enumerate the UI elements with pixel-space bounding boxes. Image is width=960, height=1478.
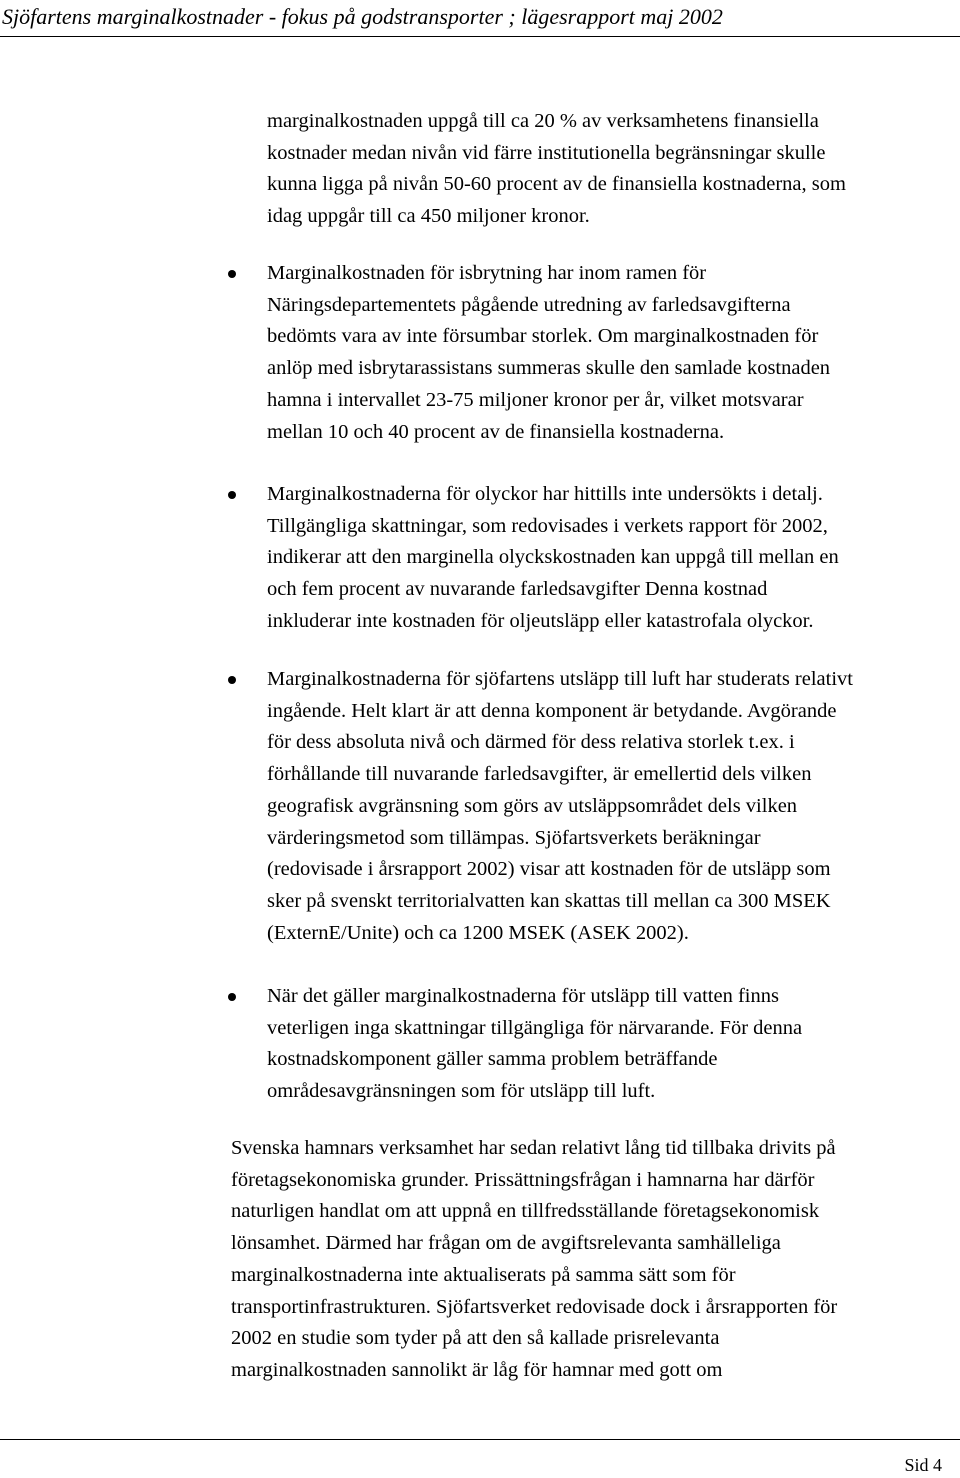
- page-number: Sid 4: [904, 1455, 942, 1475]
- bullet-icon: [228, 993, 236, 1001]
- document-title: Sjöfartens marginalkostnader - fokus på godstransporter ; lägesrapport maj 2002: [2, 4, 723, 29]
- bullet-item-utslapp-vatten: När det gäller marginalkostnaderna för utsläpp till vatten finns veterligen inga skattningar tillgängliga för närvarande. För denna kostnadskomponent gäller samma problem beträffande områdesavgränsningen som för utsläpp till luft.: [267, 985, 803, 1103]
- bullet-item-olyckor: Marginalkostnaderna för olyckor har hittills inte undersökts i detalj. Tillgängliga skattningar, som redovisades i verkets rapport för 2002, indikerar att den marginella olyckskostnaden kan uppgå till mellan en och fem procent av nuvarande farledsavgifter Denna kostnad inkluderar inte kostnaden för oljeutsläpp eller katastrofala olyckor.: [267, 483, 839, 632]
- bullet-icon: [228, 270, 236, 278]
- bullet-item-utslapp-luft: Marginalkostnaderna för sjöfartens utsläpp till luft har studerats relativt ingående. Helt klart är att denna komponent är betydande. Avgörande för dess absoluta nivå och därmed för dess relativa storlek t.ex. i förhållande till nuvarande farledsavgifter, är emellertid dels vilken geografisk avgränsning som görs av utsläppsområdet dels vilken värderingsmetod som tillämpas. Sjöfartsverkets beräkningar (redovisade i årsrapport 2002) visar att kostnaden för de utsläpp som sker på svenskt territorialvatten kan skattas till mellan ca 300 MSEK (ExternE/Unite) och ca 1200 MSEK (ASEK 2002).: [267, 668, 853, 944]
- closing-paragraph: Svenska hamnars verksamhet har sedan relativt lång tid tillbaka drivits på företagsekonomiska grunder. Prissättningsfrågan i hamnarna har därför naturligen handlat om att uppnå en tillfredsställande företagsekonomisk lönsamhet. Därmed har frågan om de avgiftsrelevanta samhälleliga marginalkostnaderna inte aktualiserats på samma sätt som för transportinfrastrukturen. Sjöfartsverket redovisade dock i årsrapporten för 2002 en studie som tyder på att den så kallade prisrelevanta marginalkostnaden sannolikt är låg för hamnar med gott om: [231, 1137, 838, 1381]
- intro-continuation-paragraph: marginalkostnaden uppgå till ca 20 % av verksamhetens finansiella kostnader medan nivån vid färre institutionella begränsningar skulle kunna ligga på nivån 50-60 procent av de finansiella kostnaderna, som idag uppgår till ca 450 miljoner kronor.: [267, 110, 846, 228]
- bullet-icon: [228, 491, 236, 499]
- footer-divider: [0, 1439, 960, 1440]
- bullet-item-isbrytning: Marginalkostnaden för isbrytning har inom ramen för Näringsdepartementets pågående utredning av farledsavgifterna bedömts vara av inte försumbar storlek. Om marginalkostnaden för anlöp med isbrytarassistans summeras skulle den samlade kostnaden hamna i intervallet 23-75 miljoner kronor per år, vilket motsvarar mellan 10 och 40 procent av de finansiella kostnaderna.: [267, 262, 831, 443]
- bullet-icon: [228, 676, 236, 684]
